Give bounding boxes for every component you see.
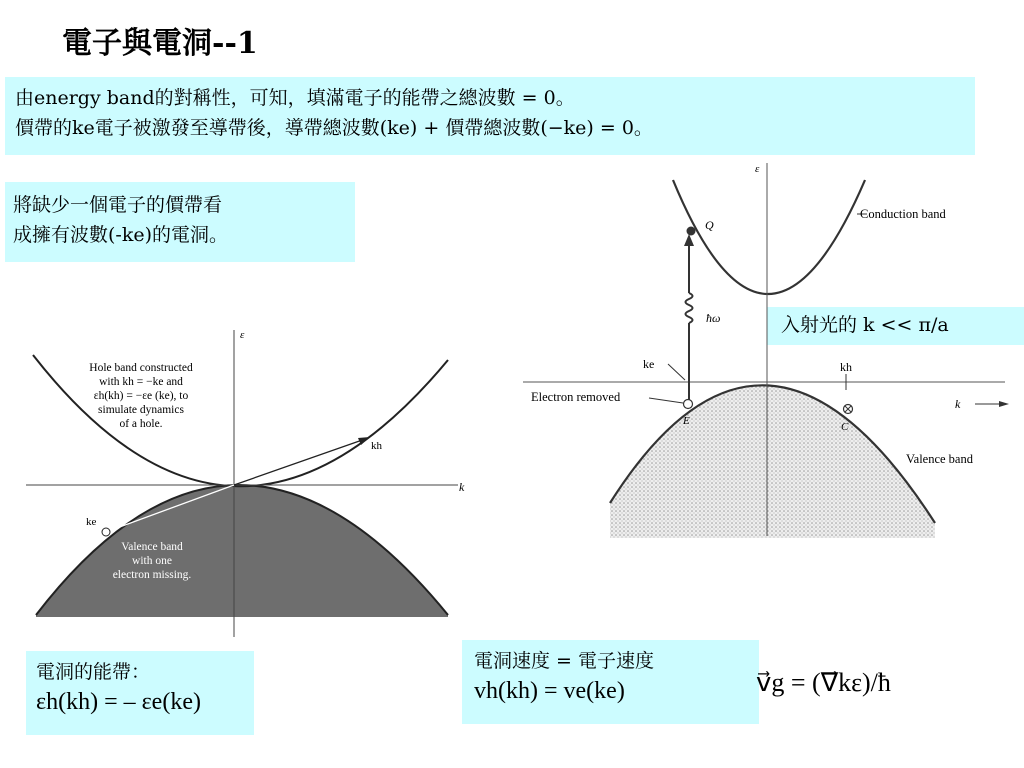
electron-removed-label: Electron removed <box>531 390 621 404</box>
left-kh-vector <box>234 438 368 485</box>
group-velocity-formula: v⃗g = (∇⃗kε)/ħ <box>756 668 891 697</box>
point-E-label: E <box>683 415 690 427</box>
hole-band-box <box>26 651 254 735</box>
right-band-diagram <box>515 158 1015 540</box>
left-hole-caption-line: simulate dynamics <box>98 404 184 416</box>
left-hole-caption-line: Hole band constructed <box>89 362 193 374</box>
left-hole-caption-line: εh(kh) = −εe (ke), to <box>93 390 189 402</box>
right-k-arrowhead <box>999 401 1009 407</box>
hole-band-label: 電洞的能帶： <box>36 661 151 683</box>
right-k-label: k <box>955 397 961 411</box>
left-kh-label: kh <box>371 440 382 452</box>
left-ke-point <box>102 528 110 536</box>
hole-note-line-1: 將缺少一個電子的價帶看 <box>13 194 223 216</box>
hole-band-equation: εh(kh) = – εe(ke) <box>36 689 201 715</box>
hole-note-line-2: 成擁有波數(-ke)的電洞。 <box>13 224 229 246</box>
point-E <box>684 400 693 409</box>
left-hole-caption-line: with kh = −ke and <box>99 376 183 388</box>
point-Q <box>687 227 696 236</box>
velocity-label: 電洞速度 = 電子速度 <box>474 650 654 672</box>
point-Q-label: Q <box>705 218 714 232</box>
conduction-band-label: Conduction band <box>860 207 946 221</box>
ke-leader-line <box>668 364 685 380</box>
intro-box <box>5 77 975 155</box>
left-hole-band-curve <box>33 355 448 486</box>
intro-line-1: 由energy band的對稱性，可知，填滿電子的能帶之總波數 = 0。 <box>15 87 575 109</box>
intro-line-2: 價帶的ke電子被激發至導帶後，導帶總波數(ke) + 價帶總波數(−ke) = 0。 <box>15 117 653 139</box>
excitation-arrowhead <box>684 234 694 246</box>
left-epsilon-label: ε <box>240 329 245 341</box>
photon-label: ħω <box>706 311 721 325</box>
left-ke-label: ke <box>86 516 97 528</box>
velocity-equation: vh(kh) = ve(ke) <box>474 678 625 704</box>
left-k-label: k <box>459 480 465 494</box>
hole-note-box <box>5 182 355 262</box>
left-valence-caption-line: Valence band <box>121 541 183 553</box>
right-valence-band-fill <box>610 385 935 538</box>
right-ke-label: ke <box>643 357 655 371</box>
photon-note-text: 入射光的 k << π/a <box>781 314 949 336</box>
page-title: 電子與電洞--1 <box>62 26 258 61</box>
left-valence-caption-line: electron missing. <box>112 569 192 581</box>
photon-wiggle <box>686 293 693 323</box>
velocity-box <box>462 640 759 724</box>
right-epsilon-label: ε <box>755 163 760 175</box>
left-hole-band-caption <box>89 362 193 430</box>
left-valence-caption-line: with one <box>132 555 172 567</box>
point-C-label: C <box>841 421 849 433</box>
left-hole-caption-line: of a hole. <box>119 418 163 430</box>
right-kh-label: kh <box>840 360 852 374</box>
electron-removed-leader <box>649 398 683 403</box>
right-conduction-band-curve <box>673 180 865 294</box>
left-band-diagram <box>18 325 473 640</box>
valence-band-label: Valence band <box>906 452 973 466</box>
